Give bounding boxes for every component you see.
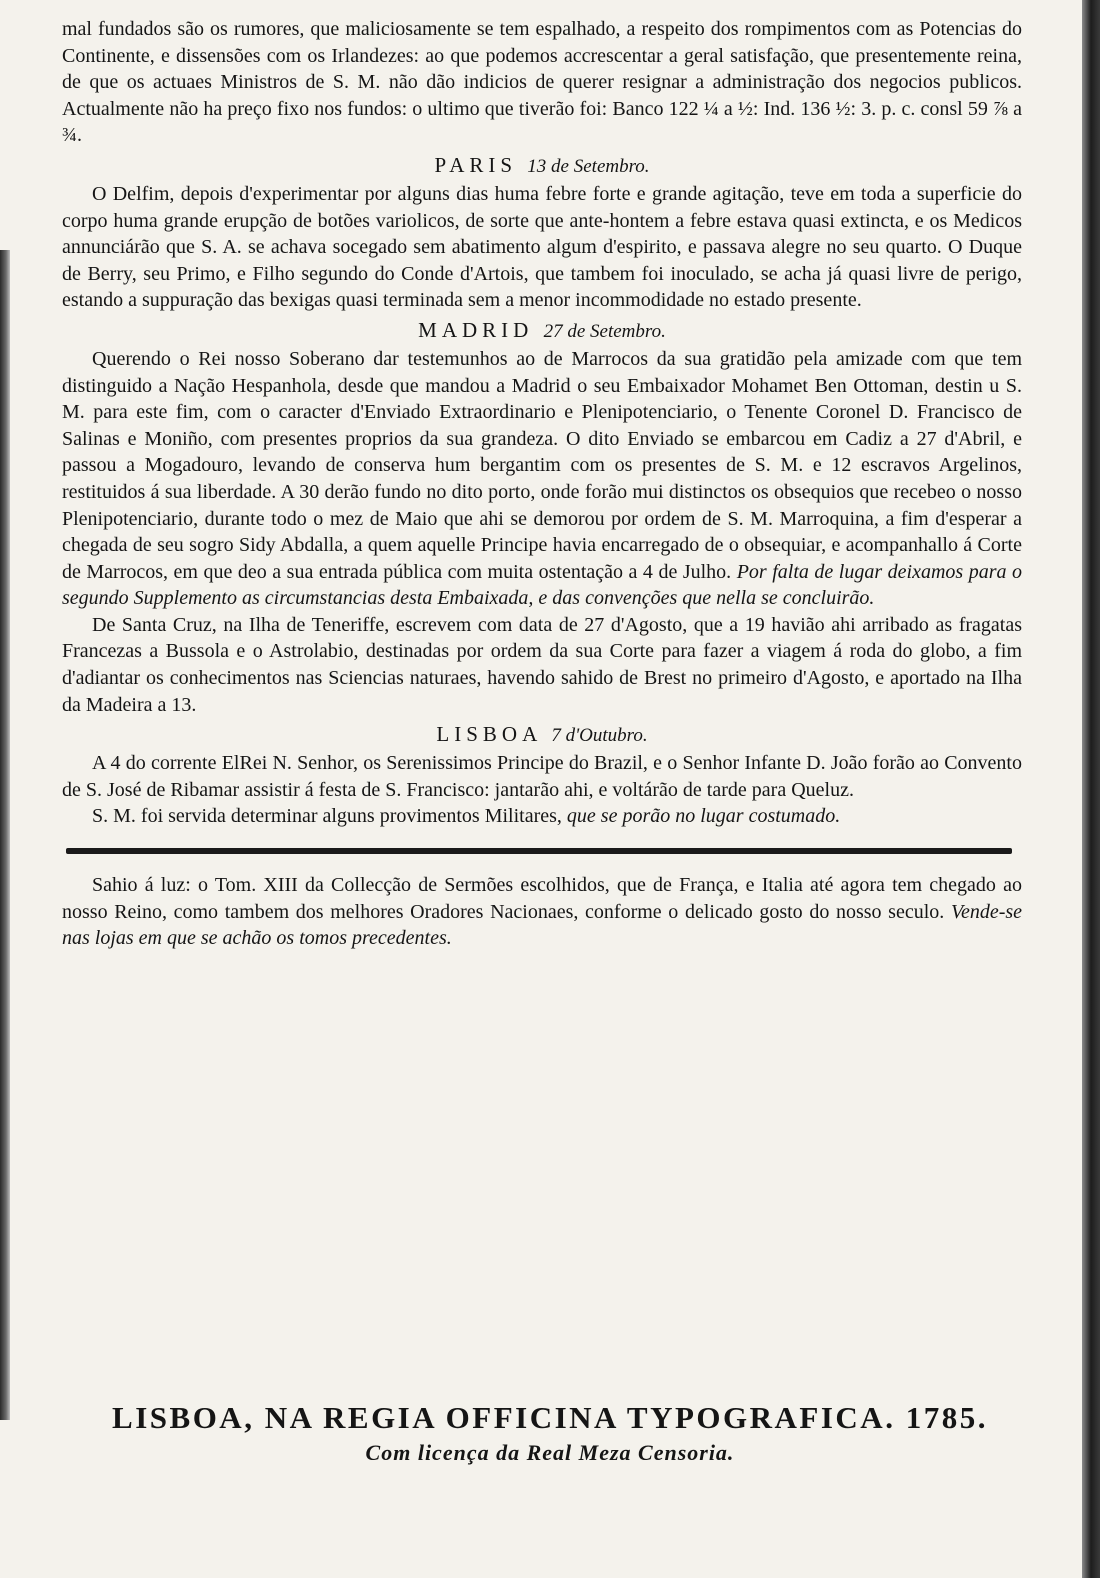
heading-paris-date: 13 de Setembro. — [527, 155, 650, 177]
paris-paragraph: O Delfim, depois d'experimentar por alguns dias huma febre forte e grande agitação, teve em toda a superficie do corpo huma grande erupção de botões variolicos, de sorte que ante-hontem a febre estava quasi extincta, e os Medicos annunciárão que S. A. se achava socegado sem abatimento algum d'espirito, e passava alegre no seu quarto. O Duque de Berry, seu Primo, e Filho segundo do Conde d'Artois, que tambem foi inoculado, se acha já quasi livre de perigo, estando a suppuração das bexigas quasi terminada sem a menor incommodidade no estado presente. — [62, 182, 1022, 312]
notice-italic: Vende-se nas lojas em que se achão os tomos precedentes. — [62, 900, 1023, 950]
lisboa-paragraph-1: A 4 do corrente ElRei N. Senhor, os Serenissimos Principe do Brazil, e o Senhor Infante D. João forão ao Convento de S. José de Ribamar assistir á festa de S. Francisco: jantarão ahi, e voltárão de tarde para Queluz. — [62, 752, 1022, 801]
heading-lisboa-date: 7 d'Outubro. — [551, 725, 648, 747]
imprint-publisher: LISBOA, NA REGIA OFFICINA TYPOGRAFICA. 1785. — [112, 1400, 988, 1435]
imprint-license: Com licença da Real Meza Censoria. — [365, 1440, 735, 1465]
heading-madrid — [62, 316, 1022, 346]
notice-text: Sahio á luz: o Tom. XIII da Collecção de Sermões escolhidos, que de França, e Italia até agora tem chegado ao nosso Reino, como tambem dos melhores Oradores Nacionaes, conforme o delicado gosto do nosso seculo. — [62, 874, 1022, 923]
page-edge-right — [1082, 0, 1100, 1578]
lisboa-text-2: S. M. foi servida determinar alguns provimentos Militares, — [92, 805, 562, 828]
madrid-text: Querendo o Rei nosso Soberano dar testemunhos ao de Marrocos da sua gratidão pela amizade com que tem distinguido a Nação Hespanhola, desde que mandou a Madrid o seu Embaixador Mohamet Ben Ottoman, destin u S. M. para este fim, com o caracter d'Enviado Extraordinario e Plenipotenciario, o Tenente Coronel D. Francisco de Salinas e Moniño, com presentes proprios da sua grandeza. O dito Enviado se embarcou em Cadiz a 27 d'Abril, e passou a Mogadouro, levando de conserva hum bergantim com os presentes de S. M. e 12 escravos Argelinos, restituidos á sua liberdade. A 30 derão fundo no dito porto, onde forão mui distinctos os obsequios que recebeo o nosso Plenipotenciario, durante todo o mez de Maio que ahi se demorou por ordem de S. M. Marroquina, a fim d'esperar a chegada de seu sogro Sidy Abdalla, a quem aquelle Principe havia encarregado de o obsequiar, e acompanhallo á Corte de Marrocos, em que deo a sua entrada pública com muita ostentação a 4 de Julho. — [62, 347, 1022, 583]
heading-madrid-place: MADRID — [418, 317, 534, 342]
heading-paris-place: PARIS — [434, 152, 518, 177]
lisboa-italic-2: que se porão no lugar costumado. — [566, 805, 841, 828]
london-paragraph: mal fundados são os rumores, que maliciosamente se tem espalhado, a respeito dos rompimentos com as Potencias do Continente, e dissensões com os Irlandezes: ao que podemos accrescentar a geral satisfação, que presentemente reina, de que os actuaes Ministros de S. M. não dão indicios de querer resignar a administração dos negocios publicos. Actualmente não ha preço fixo nos fundos: o ultimo que tiverão foi: Banco 122 ¼ a ½: Ind. 136 ½: 3. p. c. consl 59 ⅞ a ¾. — [62, 18, 1022, 147]
page-edge-left — [0, 250, 10, 1420]
madrid-paragraph — [62, 346, 1022, 612]
heading-lisboa — [62, 720, 1022, 750]
santa-cruz-paragraph: De Santa Cruz, na Ilha de Teneriffe, escrevem com data de 27 d'Agosto, que a 19 havião ahi arribado as fragatas Francezas a Bussola e o Astrolabio, destinadas por ordem da sua Corte para fazer a viagem á roda do globo, a fim d'adiantar os conhecimentos nas Sciencias naturaes, havendo sahido de Brest no primeiro d'Agosto, e aportado na Ilha da Madeira a 13. — [62, 613, 1022, 716]
heading-madrid-date: 27 de Setembro. — [543, 320, 666, 342]
divider-rule — [66, 848, 1012, 854]
heading-lisboa-place: LISBOA — [436, 722, 542, 747]
newspaper-page — [62, 16, 1022, 952]
imprint — [0, 1400, 1100, 1468]
madrid-italic-note: Por falta de lugar deixamos para o segundo Supplemento as circumstancias desta Embaixada, e das convenções que nella se concluirão. — [62, 560, 1022, 610]
notice-paragraph — [62, 872, 1022, 952]
heading-paris — [62, 151, 1022, 181]
lisboa-paragraph-2 — [62, 803, 1022, 830]
